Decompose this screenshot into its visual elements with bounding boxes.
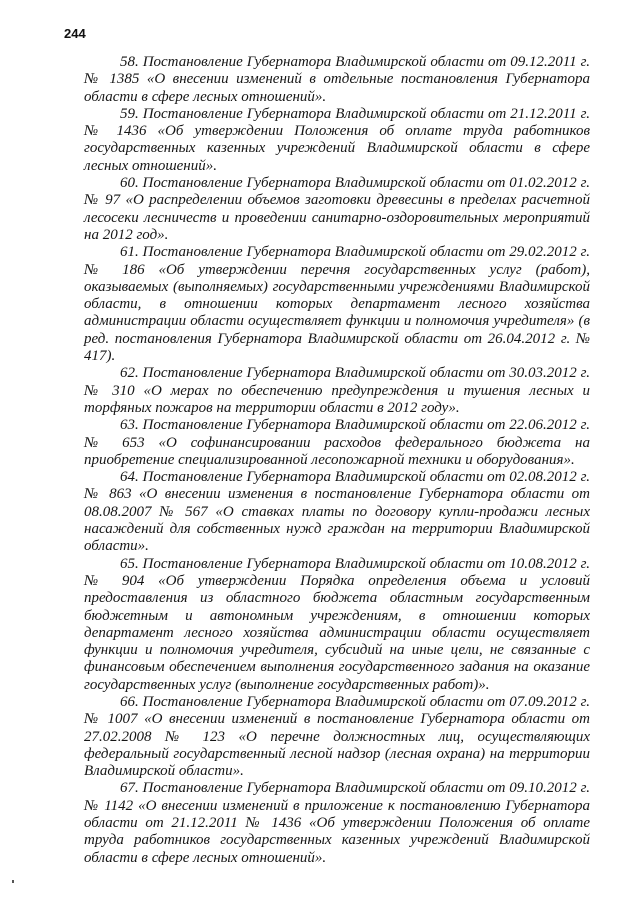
list-item-66: 66. Постановление Губернатора Владимирской области от 07.09.2012 г. № 1007 «О внесении изменений в постановление Губернатора области от 27.02.2008 № 123 «О перечне должностных лиц, осуществляющих федеральный государственный лесной надзор (лесная охрана) на территории Владимирской области». — [84, 693, 590, 780]
list-item-63: 63. Постановление Губернатора Владимирской области от 22.06.2012 г. № 653 «О софинансировании расходов федерального бюджета на приобретение специализированной лесопожарной техники и оборудования». — [84, 417, 590, 468]
list-item-59: 59. Постановление Губернатора Владимирской области от 21.12.2011 г. № 1436 «Об утверждении Положения об оплате труда работников государственных казенных учреждений Владимирской области в сфере лесных отношений». — [84, 105, 590, 174]
list-item-61: 61. Постановление Губернатора Владимирской области от 29.02.2012 г. № 186 «Об утверждении перечня государственных услуг (работ), оказываемых (выполняемых) государственными учреждениями Владимирской области, в отношении которых департамент лесного хозяйства администрации области осуществляет функции и полномочия учредителя» (в ред. постановления Губернатора Владимирской области от 26.04.2012 г. № 417). — [84, 244, 590, 365]
list-item-67: 67. Постановление Губернатора Владимирской области от 09.10.2012 г. № 1142 «О внесении изменений в приложение к постановлению Губернатора области от 21.12.2011 № 1436 «Об утверждении Положения об оплате труда работников государственных казенных учреждений Владимирской области в сфере лесных отношений». — [84, 780, 590, 866]
list-item-64: 64. Постановление Губернатора Владимирской области от 02.08.2012 г. № 863 «О внесении изменения в постановление Губернатора области от 08.08.2007 № 567 «О ставках платы по договору купли-продажи лесных насаждений для собственных нужд граждан на территории Владимирской области». — [84, 469, 590, 555]
document-body — [84, 54, 590, 867]
list-item-65: 65. Постановление Губернатора Владимирской области от 10.08.2012 г. № 904 «Об утверждении Порядка определения объема и условий предоставления из областного бюджета областным государственным бюджетным и автономным учреждениям, в отношении которых департамент лесного хозяйства администрации области осуществляет функции и полномочия учредителя, субсидий на иные цели, не связанные с финансовым обеспечением выполнения государственного задания на оказание государственных услуг (выполнение государственных работ)». — [84, 555, 590, 693]
list-item-62: 62. Постановление Губернатора Владимирской области от 30.03.2012 г. № 310 «О мерах по обеспечению предупреждения и тушения лесных и торфяных пожаров на территории области в 2012 году». — [84, 365, 590, 416]
list-item-58: 58. Постановление Губернатора Владимирской области от 09.12.2011 г. № 1385 «О внесении изменений в отдельные постановления Губернатора области в сфере лесных отношений». — [84, 54, 590, 105]
page-number: 244 — [64, 26, 86, 41]
scan-speck — [12, 880, 14, 883]
list-item-60: 60. Постановление Губернатора Владимирской области от 01.02.2012 г. № 97 «О распределении объемов заготовки древесины в пределах расчетной лесосеки лесничеств и проведении санитарно-оздоровительных мероприятий на 2012 год». — [84, 175, 590, 243]
